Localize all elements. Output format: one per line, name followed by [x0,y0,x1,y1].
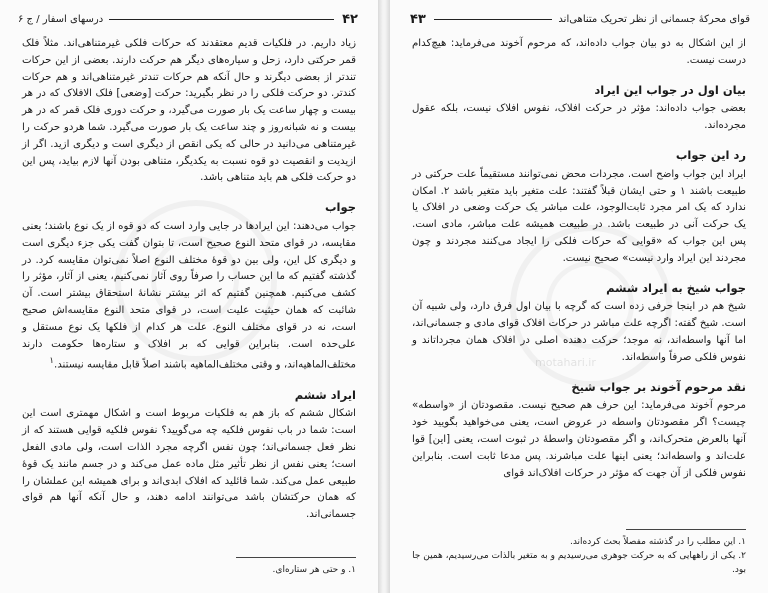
left-page [0,0,378,593]
left-footnote-1: ۱. و حتی هر ستاره‌ای. [272,565,356,575]
right-footnote-2: ۲. یکی از راههایی که به حرکت جوهری می‌رسیدیم و به متغیر بالذات می‌رسیدیم، همین جا بود. [412,551,746,575]
left-section2-text: اشکال ششم که باز هم به فلکیات مربوط است و اشکال مهمتری است این است: شما در باب نفوس فلکیه چه می‌گویید؟ نفوس فلکیه قوایی هستند که از نظر فعل جسمانی‌اند؛ چون نفس اگرچه مجرد الذات است، ولی مادی الفعل است؛ یعنی نفس از نظر تأثیر مثل ماده عمل می‌کند و در جسم مانند یک قوهٔ طبیعی عمل می‌کند. شما قائلید که افلاک ابدی‌اند و برای همیشه این عملشان را که همان حرکتشان باشد می‌توانند ادامه دهند، و حال آنکه آنها هم قوای جسمانی‌اند. [22,408,356,521]
right-section3-heading: جواب شیخ به ایراد ششم [606,280,746,295]
header-rule [434,19,553,20]
right-section1-text: بعضی جواب داده‌اند: مؤثر در حرکت افلاک، نفوس افلاک نیست، بلکه عقول مجرده‌اند. [412,103,746,132]
right-section4-text: مرحوم آخوند می‌فرماید: این حرف هم صحیح نیست. مقصودتان از «واسطه» چیست؟ اگر مقصودتان واسطه در عروض است، یعنی می‌خواهید بگویید خود آنها بالعرض متحرک‌اند، و اگر مقصودتان واسطهٔ در ثبوت است، یعنی [این] قوا علت‌اند و واسطه‌اند؛ یعنی اینها علت مباشرند. پس مدعا ثابت است. بنابراین نفوس فلکی از آن جهت که مؤثر در حرکات افلاک‌اند قوای [412,400,746,479]
right-intro-paragraph: از این اشکال به دو بیان جواب داده‌اند، که مرحوم آخوند می‌فرماید: هیچ‌کدام درست نیست. [412,38,746,66]
right-section2-text: ایراد این جواب واضح است. مجردات محض نمی‌توانند مستقیماً علت حرکتی در طبیعت باشند ۱ و حتی ایشان قبلاً گفتند: علت متغیر باید متغیر باشد ۲. امکان ندارد که یک امر مجرد ثابت‌الوجود، علت مباشر یک حرکت وضعی در افلاک یا یک حرکت آنی در طبیعت باشد. در طبیعت همیشه علت مباشر، مادی است. پس این جواب که «قوایی که حرکات فلکی را ایجاد می‌کنند مجردند و چون مجردند این ایراد وارد نیست» صحیح نیست. [412,168,746,264]
right-section3-text: شیخ هم در اینجا حرفی زده است که گرچه با بیان اول فرق دارد، ولی شبیه آن است. شیخ گفته: اگرچه علت مباشر در حرکات افلاک قوای مادی و جسمانی‌اند، اما آنها واسطه‌اند، نه موجد؛ حرکت دهنده اصلی در افلاک همان مجرداتاند و نفوس فلکی صرفاً واسطه‌اند. [412,301,746,363]
right-section4-heading: نقد مرحوم آخوند بر جواب شیخ [571,379,746,394]
right-running-title: قوای محرکهٔ جسمانی از نظر تحریک متناهی‌اند [558,13,750,25]
right-page-header [408,10,750,28]
right-page-body [412,36,746,484]
left-section1-text: جواب می‌دهند: این ایرادها در جایی وارد است که دو قوه از یک نوع باشند؛ یعنی مقایسه، در قوای متحد النوع صحیح است، تا بتوان گفت یکی جزء دیگری است و دیگری کل این، ولی بین دو قوهٔ مختلف النوع اصلاً نمی‌توان مقایسه کرد. در گذشته گفتیم که ما این حساب را صرفاً روی آثار نمی‌کنیم، یعنی از آثار، مؤثر را کشف می‌کنیم. همچنین گفتیم که اثر بیشتر نشانهٔ استحقاق بیشتر است. آن شائبت که همان حیثیت علیت است، در قوای متحد النوع مقایسه‌اش صحیح است، نه در قوای مختلف النوع. علت هر کدام از فلکها یک نوع مستقل و علی‌حده است. بنابراین قوایی که بر افلاک و ستاره‌ها حکومت دارند مختلف‌الماهیه‌اند، و وقتی مختلف‌الماهیه باشند اصلاً قابل مقایسه نیستند.$^۱$ [22,220,356,371]
left-page-body [22,36,356,526]
right-page [390,0,768,593]
header-rule [109,19,334,20]
watermark-text: motahari.ir [535,356,596,369]
left-section2-heading: ایراد ششم [294,387,356,402]
left-page-header [18,10,360,28]
left-intro-paragraph: زیاد داریم. در فلکیات قدیم معتقدند که حرکات فلکی غیرمتناهی‌اند. مثلاً فلک قمر حرکتی دارد، زحل و سیاره‌های دیگر هم حرکت دارند. بعضی از این حرکات تندتر از بعضی دیگرند و حال آنکه هم حرکات تندتر غیرمتناهی‌اند و هم حرکات کندتر. دو حرکت فلکی را در نظر بگیرید: حرکت [وضعی] فلک الافلاک که در هر بیست و چهار ساعت یک بار صورت می‌گیرد، و حرکت دوری فلک قمر که در هر بیست و نه شبانه‌روز و چند ساعت یک بار صورت می‌گیرد. شما هردو حرکت را غیرمتناهی می‌دانید در حالی که یکی انقص از دیگری است و دیگری ازید. اگر از ازیدیت و انقصیت دو قوه نسبت به یکدیگر، متناهی بودن آنها لازم بیاید، پس این دو حرکت فلکی هم باید متناهی باشد. [22,38,356,184]
right-section2-heading: رد این جواب [675,147,746,162]
right-page-number: ۴۳ [410,11,426,27]
right-footnotes [412,529,746,577]
right-section1-heading: بیان اول در جواب این ایراد [594,82,746,97]
book-gutter [378,0,390,593]
right-footnote-1: ۱. این مطلب را در گذشته مفصلاً بحث کرده‌اند. [569,537,746,547]
left-footnotes [22,557,356,577]
left-running-title: درسهای اسفار / ج ۶ [18,13,104,25]
left-page-number: ۴۲ [342,11,358,27]
left-section1-heading: جواب [325,200,356,215]
footnote-rule [626,529,746,530]
footnote-marker: ۱ [49,356,54,367]
footnote-rule [236,557,356,558]
